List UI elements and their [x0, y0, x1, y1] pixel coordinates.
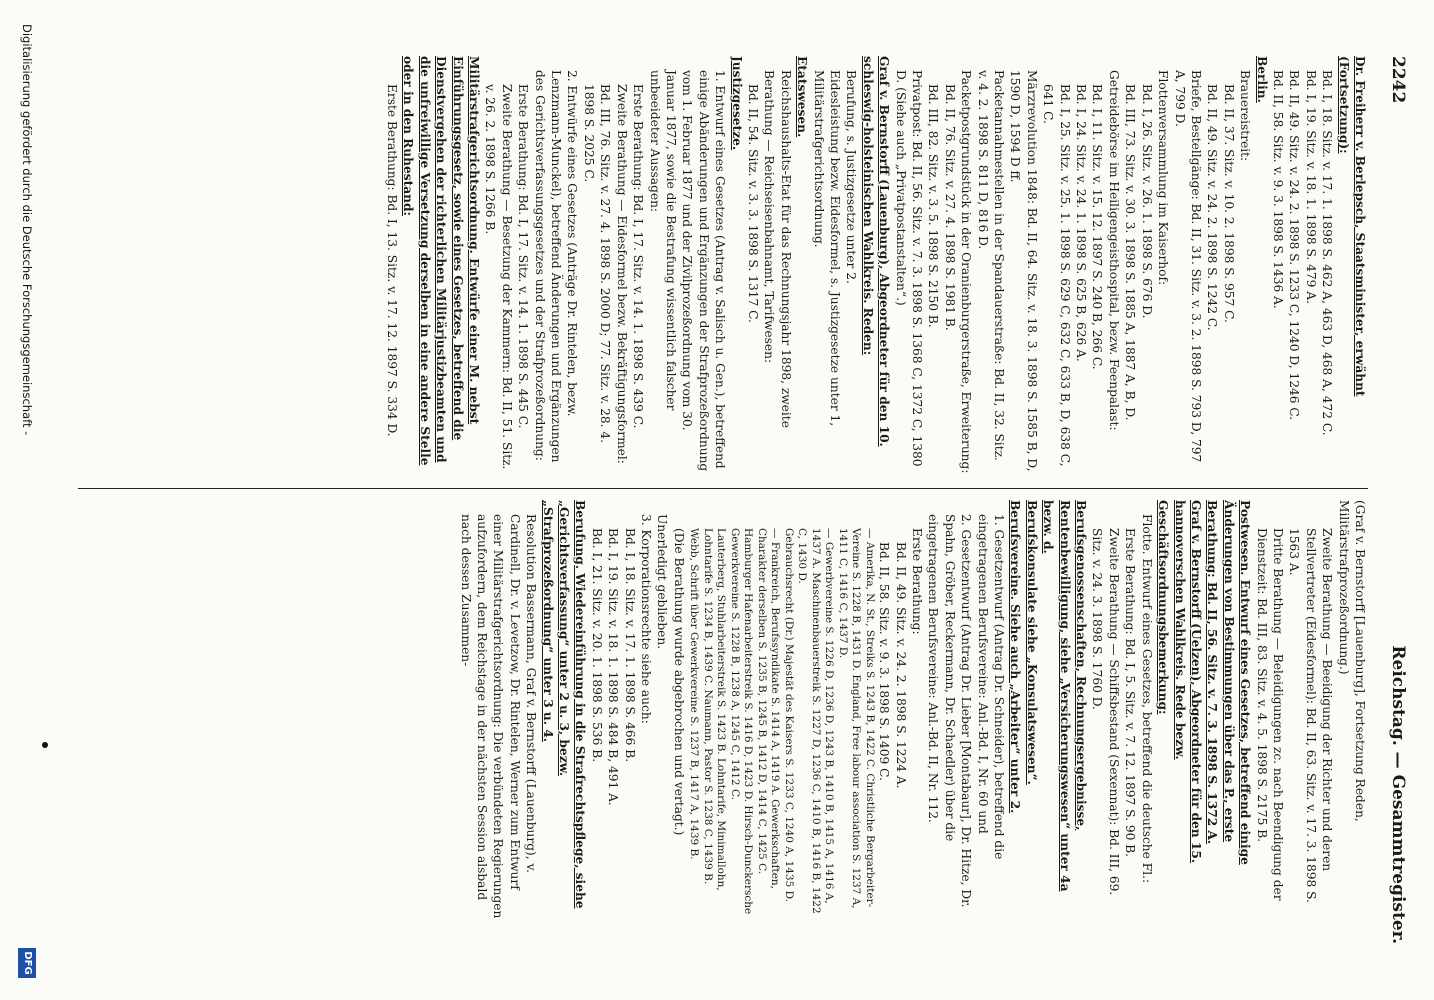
left-column — [74, 56, 1368, 474]
right-column-entry: Resolution Bassermann, Graf v. Bernstorff (Lauenburg), v. Cardinell, Dr. v. Levetzow, Dr. Rintelen, Werner zum Entwurf einer Militärstrafgerichtsordnung: Die verbündeten Regierungen aufzufordern, dem Reichstage in der nächsten Session alsbald nach dessen Zusammen- — [458, 514, 539, 919]
right-column-entry: Erste Berathung: — [910, 528, 925, 635]
left-column-entry: Flottenversammlung im Kaiserhof: — [1156, 70, 1171, 286]
right-column-entry: Graf v. Bernstorff (Uelzen), Abgeordneter für den 15. hannoverschen Wahlkreis. Rede bezw. Geschäftsordnungsbemerkung: — [1156, 500, 1203, 864]
left-column-entry: Packetannahmestellen in der Spandauerstraße: Bd. II, 32. Sitz. v. 4. 2. 1898 S. 811 D, 816 D. — [975, 70, 1007, 461]
left-column-entry: Erste Berathung: Bd. I, 13. Sitz. v. 17. 12. 1897 S. 334 D. — [385, 84, 400, 437]
left-column-entry: Etatswesen. — [795, 56, 810, 138]
dfg-logo: DFG — [18, 948, 36, 978]
left-column-entry: Reichshaushalts-Etat für das Rechnungsjahr 1898, zweite Berathung — Reichseisenbahnamt, Tarifwesen: — [762, 70, 793, 428]
right-column-entry: Flotte. Entwurf eines Gesetzes, betreffend die deutsche Fl.: — [1139, 514, 1154, 884]
right-column-entry: 2. Gesetzentwurf (Antrag Dr. Lieber [Montabaur], Dr. Hitze, Dr. Spahn, Gröber, Reckermann, Dr. Schaedler) über die eingetragenen Berufsvereine: Anl.-Bd. II, Nr. 112. — [926, 514, 974, 908]
left-column-entry: 1. Entwurf eines Gesetzes (Antrag v. Salisch u. Gen.), betreffend einige Abänderungen und Ergänzungen der Strafprozeßordnung vom 1. Februar 1877 und der Zivilprozeßordnung vom 30. Januar 1877, sowie die Bestrafung wissentlich falscher unbeeideter Aussagen: — [647, 70, 728, 472]
left-column-entry: Erste Berathung: Bd. I, 17. Sitz. v. 14. 1. 1898 S. 439 C. — [631, 84, 646, 429]
right-column-entry: Berufskonsulate siehe „Konsulatswesen“. — [1024, 500, 1039, 785]
left-column-entry: Getreidebörse im Heiligengeisthospital, bezw. Feenpalast: — [1106, 70, 1121, 431]
right-column-entry: Unerledigt geblieben. — [655, 514, 670, 650]
running-title: Reichstag. — Gesammtregister. — [1388, 645, 1408, 944]
left-column-entry: Bd. II, 49. Sitz. v. 24. 2. 1898 S. 1233 C, 1240 D, 1246 C. — [1287, 70, 1302, 421]
right-column — [74, 500, 1368, 920]
left-column-entry: Erste Berathung: Bd. I, 17. Sitz. v. 14. 1. 1898 S. 445 C. — [516, 84, 531, 429]
left-column-entry: Zweite Berathung — Eidesformel bezw. Bekräftigungsformel: Bd. III, 76. Sitz. v. 27. 4. 1898 S. 2000 D; 77. Sitz. v. 28. 4. 1898 S. 2025 C. — [581, 84, 629, 464]
page-number: 2242 — [1388, 56, 1408, 104]
left-column-entry: Bd. III, 82. Sitz. v. 3. 5. 1898 S. 2150 B. — [926, 84, 941, 328]
left-column-entry: Bd. II, 37. Sitz. v. 10. 2. 1898 S. 957 C. — [1221, 84, 1236, 323]
left-column-entry: Bd. I, 11. Sitz. v. 15. 12. 1897 S. 240 B, 266 C. — [1090, 84, 1105, 370]
left-column-entry: Berufung, s. Justizgesetze unter 2. — [844, 70, 859, 284]
left-column-entry: 2. Entwürfe eines Gesetzes (Anträge Dr. Rintelen, bezw. Lenzmann-Munckel), betreffend Änderungen und Ergänzungen des Gerichtsverfassungsgesetzes und der Strafprozeßordnung: — [532, 70, 580, 463]
left-column-entry: Packetpostgrundstück in der Oranienburgerstraße, Erweiterung: — [959, 70, 974, 474]
left-column-entry: Bd. I, 24. Sitz. v. 24. 1. 1898 S. 625 B, 626 A. — [1074, 84, 1089, 362]
right-column-entry: — Frankreich, Berufssyndikate S. 1414 A, 1419 A. Gewerkschaften, Charakter derselben S. 1235 B, 1245 B, 1412 D, 1414 C, 1425 C. — [755, 528, 782, 890]
right-column-entry: Berufung. Wiedereinführung in die Strafrechtspflege, siehe „Gerichtsverfassung“ unter 2 u. 3, bezw. „Strafprozeßordnung“ unter 3 u. 4. — [540, 500, 588, 909]
left-column-entry: Bd. I, 26. Sitz. v. 26. 1. 1898 S. 676 D. — [1139, 84, 1154, 319]
left-column-entry: Graf v. Bernstorff (Lauenburg), Abgeordneter für den 10. schleswig-holsteinischen Wahlkreis. Reden: — [860, 56, 892, 447]
right-column-entry: Berufsvereine. Siehe auch „Arbeiter“ unter 2. — [1008, 500, 1023, 814]
right-column-entry: Bd. II, 58. Sitz. v. 9. 3. 1898 S. 1409 C. — [877, 542, 892, 781]
right-column-entry: Lauterberg, Stuhlarbeiterstreik S. 1423 B. Lohntarife, Minimallohn, Lohntarife S. 1234 B, 1439 C. Naumann, Pastor S. 1238 C, 1439 B. Webb, Schrift über Gewerkvereine S. 1237 B, 1417 A, 1439 B. — [688, 528, 728, 891]
right-column-entry: Zweite Berathung — Schiffsbestand (Sexennat): Bd. III, 69. Sitz. v. 24. 3. 1898 S. 1760 D. — [1090, 528, 1121, 896]
right-column-entry: (Graf v. Bernstorff [Lauenburg], Fortsetzung Reden, Militärstrafprozeßordnung.) — [1336, 500, 1367, 822]
right-column-entry: Gebrauchsrecht (Dr.) Majestät des Kaisers S. 1233 C, 1240 A, 1435 D. — [782, 528, 795, 903]
left-column-entry: Bd. I, 25. Sitz. v. 25. 1. 1898 S. 629 C, 632 C, 633 B, D, 638 C, 641 C. — [1041, 84, 1072, 467]
column-divider — [78, 488, 1368, 489]
left-column-entry: Bd. II, 76. Sitz. v. 27. 4. 1898 S. 1981 B. — [942, 84, 957, 331]
right-column-entry: Bd. I, 18. Sitz. v. 17. 1. 1898 S. 466 B. — [622, 528, 637, 763]
left-column-entry: Bd. III, 73. Sitz. v. 30. 3. 1898 S. 1885 A, 1887 A, B, D. — [1123, 84, 1138, 421]
right-column-entry: Bd. I, 21. Sitz. v. 20. 1. 1898 S. 536 B. — [589, 528, 604, 763]
right-column-entry: Bd. II, 49. Sitz. v. 24. 2. 1898 S. 1224 A. — [893, 542, 908, 789]
digitization-footer — [14, 0, 36, 1000]
right-column-entry: Postwesen. Entwurf eines Gesetzes, betreffend einige Änderungen von Bestimmungen über das P., erste Berathung: Bd. II, 56. Sitz. v. 7. 3. 1898 S. 1372 A. — [1205, 500, 1253, 865]
left-column-entry: Berlin. — [1254, 56, 1269, 103]
right-column-entry: 3. Korporationsrechte siehe auch: — [639, 514, 653, 724]
ink-spot — [42, 742, 48, 748]
left-column-entry: Dr. Freiherr v. Berlepsch, Staatsminister, erwähnt (Fortsetzung): — [1336, 56, 1367, 397]
page-header — [1382, 56, 1412, 944]
right-column-entry: Zweite Berathung — Beeidigung der Richter und deren Stellvertreter (Eidesformel): Bd. II, 63. Sitz. v. 17. 3. 1898 S. 1563 A. — [1287, 528, 1335, 903]
left-column-entry: Bd. II, 58. Sitz. v. 9. 3. 1898 S. 1436 A. — [1270, 70, 1285, 309]
left-column-entry: Privatpost: Bd. II, 56. Sitz. v. 7. 3. 1898 S. 1368 C, 1372 C, 1380 D. (Siehe auch „Privatpostanstalten“.) — [893, 70, 925, 467]
left-column-entry: Brauereistreit: — [1238, 70, 1253, 162]
left-column-entry: Eidesleistung bezw. Eidesformel, s. Justizgesetze unter 1, Militärstrafgerichtsordnung. — [811, 70, 842, 427]
right-column-entry: Erste Berathung: Bd. I, 5. Sitz. v. 7. 12. 1897 S. 90 B. — [1123, 528, 1138, 858]
right-column-entry: Hamburger Hafenarbeiterstreik S. 1416 D, 1423 D. Hirsch-Dunckersche Gewerkvereine S. 1228 B, 1238 A, 1245 C, 1412 C. — [728, 528, 755, 915]
right-column-entry: (Die Berathung wurde abgebrochen und vertagt.) — [671, 528, 686, 836]
right-column-entry: Berufsgenossenschaften, Rechnungsergebnisse, Rentenbewilligung, siehe „Versicherungswesen“ unter 4a bezw. d. — [1041, 500, 1089, 892]
left-column-entry: Bd. I, 19. Sitz. v. 18. 1. 1898 S. 479 A. — [1303, 70, 1318, 304]
left-column-entry: Briefe, Bestellgänge: Bd. II, 31. Sitz. v. 3. 2. 1898 S. 793 D, 797 A, 799 D. — [1172, 70, 1203, 463]
right-column-entry: Bd. I, 19. Sitz. v. 18. 1. 1898 S. 484 B, 491 A. — [606, 528, 621, 806]
left-column-entry: Militärstrafgerichtsordnung. Entwürfe einer M. nebst Einführungsgesetz, sowie eines Gesetzes, betreffend die Dienstvergehen der richterlichen Militärjustizbeamten und die unfreiwillige Versetzung derselben in eine andere Stelle oder in den Ruhestand: — [401, 56, 482, 466]
left-column-entry: Bd. I, 18. Sitz. v. 17. 1. 1898 S. 462 A, 463 D, 468 A, 472 C. — [1320, 70, 1335, 436]
right-column-entry: Dritte Berathung — Beleidigungen zc. nach Beendigung der Dienstzeit: Bd. III, 83. Sitz. v. 4. 5. 1898 S. 2175 B. — [1254, 528, 1285, 901]
left-column-entry: Zweite Berathung — Besetzung der Kammern: Bd. II, 51. Sitz. v. 26. 2. 1898 S. 1266 B. — [483, 84, 514, 470]
left-column-entry: Justizgesetze. — [729, 56, 744, 151]
left-column-entry: Märzrevolution 1848: Bd. II, 64. Sitz. v. 18. 3. 1898 S. 1585 B, D, 1590 D, 1594 D ff. — [1008, 70, 1039, 472]
right-column-entry: — Amerika, N. St., Streiks S. 1243 B, 1422 C. Christliche Bergarbeiter-Vereine S. 1228 B, 1431 D. England, Free labour association S. 1237 A, 1411 C, 1416 C, 1437 D. — [836, 528, 876, 909]
left-column-entry: Bd. II, 54. Sitz. v. 3. 3. 1898 S. 1317 C. — [745, 84, 760, 323]
right-column-entry: 1. Gesetzentwurf (Antrag Dr. Schneider), betreffend die eingetragenen Berufsvereine: Anl.-Bd. I, Nr. 60 und — [975, 514, 1007, 860]
digitization-credit: Digitalisierung gefördert durch die Deutsche Forschungsgemeinschaft - — [20, 24, 34, 436]
left-column-entry: Bd. II, 49. Sitz. v. 24. 2. 1898 S. 1242 C. — [1205, 84, 1220, 331]
right-column-entry: — Gewerbvereine S. 1226 D, 1236 D, 1243 B, 1410 B, 1415 A, 1416 A, 1437 A. Maschinenbauerstreik S. 1227 D, 1236 C, 1410 B, 1416 B, 1422 C, 1430 D. — [796, 528, 836, 914]
